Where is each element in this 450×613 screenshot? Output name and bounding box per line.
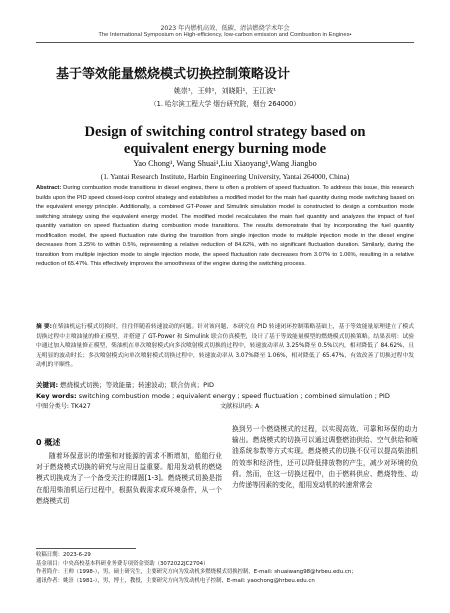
abstract-label: Abstract: — [36, 185, 62, 191]
doc-code — [220, 402, 259, 412]
title-en-line2: equivalent energy burning mode — [123, 141, 327, 157]
body-right-column: 换到另一个燃烧模式的过程，以实现高效、可靠和环保的动力输出。燃烧模式的切换可以通过调整燃油供给、空气供给和喷油系统参数等方式实现。燃烧模式的切换不仅可以提高柴油机的效率和经济性，还可以降低排放物的产生，减少对环境的负荷。然而，在这一切换过程中，由于燃料供应、燃烧特性、动力传递等因素的变化，船用发动机的转速常常会 — [232, 425, 418, 490]
footnote-received: 收稿日期：2023-6-29 — [36, 552, 91, 558]
authors-en: Yao Chong¹, Wang Shuai¹,Liu Xiaoyang¹,Wang Jiangbo — [133, 159, 317, 168]
classification-row — [36, 402, 414, 412]
affiliation-cn: （1. 哈尔滨工程大学 烟台研究院，烟台 264000） — [150, 100, 300, 108]
title-en-line1: Design of switching control strategy based on — [84, 124, 366, 140]
body-left-column: 随着环保意识的增强和对能源的需求不断增加，船舶行业对于燃烧模式切换的研究与应用日益重要。船用发动机的燃烧模式切换成为了一个备受关注的课题[1-3]。燃烧模式切换是指在船用柴油机运行过程中，根据负载需求或环境条件，从一个燃烧模式切 — [36, 452, 222, 505]
authors-cn: 姚崇¹，王帅¹，刘晓阳¹，王江波¹ — [173, 87, 277, 95]
clc-value: TK427 — [69, 403, 91, 410]
doc-label: 文献标识码: — [220, 403, 254, 410]
footnotes — [36, 551, 414, 585]
keywords-cn — [36, 380, 414, 390]
abstract-cn — [36, 323, 414, 371]
abstract-cn-text: 在柴油机运行模式切换时，往往伴随着转速波动的问题。针对该问题，本研究在 PID 转速闭环控制策略基础上，基于等效能量原理建立了模式切换过程中主喷油量的修正模型，并搭建了 GT-Power 和 Simulink 联合仿真模型，设计了基于等效能量模型的燃烧模式切换策略。结果表明：试验中通过加入喷油量修正模型，柴油机在单次喷射模式向多次喷射模式切换的过程中，转速波动率从 3.25%降至 0.5%以内，相对降低了 84.62%，且无明显的波动时长；多次喷射模式向单次喷射模式切换过程中，转速波动率从 3.07%降至 1.06%，相对降低了 65.47%，有效改善了切换过程中发动机的平顺性。 — [36, 324, 414, 369]
doc-value: A — [253, 403, 260, 410]
keywords-en-text: switching combustion mode ; equivalent energy ; speed fluctuation ; combined simulation ; PID — [76, 392, 390, 400]
footnote-funding: 基金项目：中央高校基本科研业务费专项资金资助（3072022JC2704） — [36, 560, 209, 567]
keywords-cn-label: 关键词: — [36, 381, 59, 389]
affiliation-en: (1. Yantai Research Institute, Harbin Engineering University, Yantai 264000, China) — [100, 172, 350, 181]
abstract-en — [36, 184, 414, 270]
header-divider — [36, 42, 414, 43]
keywords-cn-text: 燃烧模式切换；等效能量；转速波动；联合仿真；PID — [58, 381, 215, 389]
title-en — [0, 124, 450, 158]
abstract-cn-label: 摘 要: — [36, 324, 52, 330]
keywords-en — [36, 391, 414, 401]
proceedings-title-en: The International Symposium on High-efficiency, low-carbon emission and Combustion in Engines• — [98, 32, 352, 38]
clc-label: 中图分类号: — [36, 403, 70, 410]
title-cn: 基于等效能量燃烧模式切换控制策略设计 — [56, 67, 291, 82]
abstract-text: During combustion mode transitions in diesel engines, there is often a problem of speed fluctuation. To address this issue, this research builds upon the PID speed closed-loop control strategy and establishes a modified model for the main fuel quantity during mode switching based on the equivalent energy principle. Additionally, a combined GT-Power and Simulink simulation model is constructed to design a combustion mode switching strategy using the equivalent energy model. The modified model recalculates the main fuel quantity and analyzes the impact of fuel quantity variation on speed fluctuation during combustion mode transitions. The results demonstrate that by incorporating the fuel quantity modification model, the speed fluctuation rate during the transition from single injection mode to multiple injection mode in the diesel engine decreases from 3.25% to within 0.5%, representing a relative reduction of 84.62%, with no significant fluctuation duration. Similarly, during the transition from multiple injection mode to single injection mode, the speed fluctuation rate decreases from 3.07% to 1.06%, resulting in a relative reduction of 65.47%. This effectively improves the smoothness of the engine during the switching process. — [36, 185, 414, 268]
footnote-divider — [36, 548, 136, 549]
section-heading: 0 概述 — [36, 438, 61, 447]
footnote-author: 作者简介：王帅（1998-），男，硕士研究生，主要研究方向为发动机多燃烧模式切换控制，E-mail: shuaiwang98@hrbeu.edu.cn； — [36, 569, 357, 576]
footnote-corresponding: 通讯作者：姚崇（1981-），男，博士，教授，主要研究方向为发动机电子控制，E-mail: yaochong@hrbeu.edu.cn — [36, 577, 315, 584]
proceedings-title-cn: 2023 年内燃机高效、低碳、清洁燃烧学术年会 — [160, 25, 290, 32]
keywords-en-label: Key words: — [36, 392, 77, 400]
